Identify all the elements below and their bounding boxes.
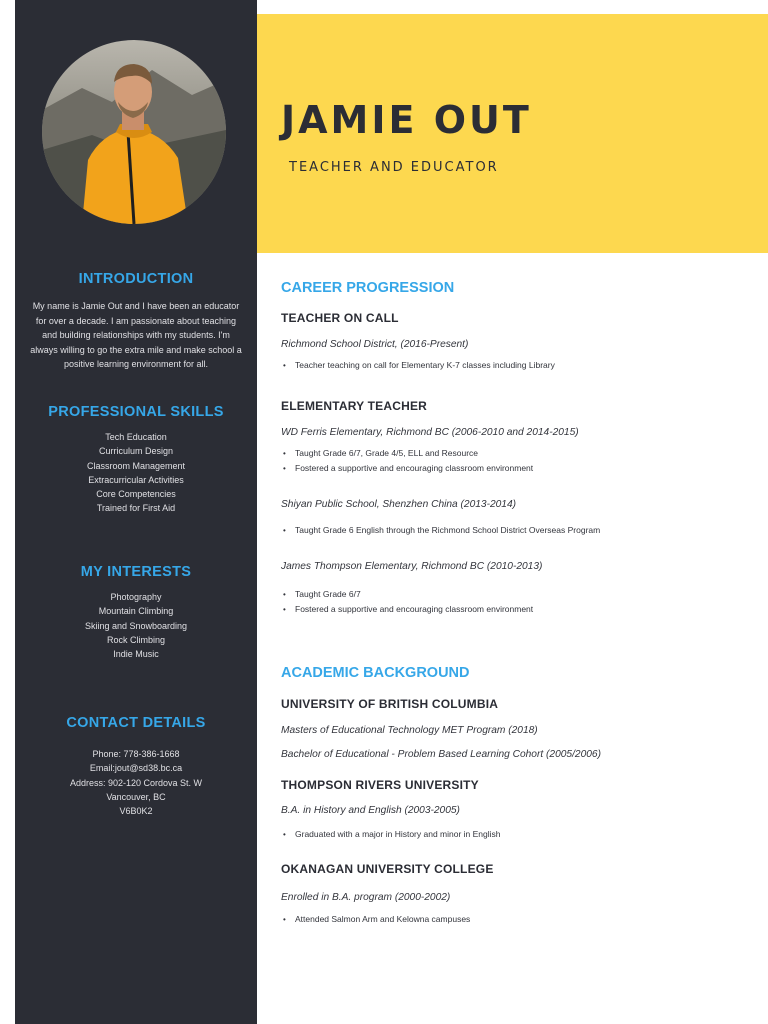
profile-photo (42, 40, 226, 224)
job-bullets (283, 446, 533, 476)
school-name: THOMPSON RIVERS UNIVERSITY (281, 778, 479, 792)
list-item: Mountain Climbing (98, 606, 174, 617)
job-bullets (283, 523, 600, 538)
skills-heading: PROFESSIONAL SKILLS (48, 404, 224, 420)
header-band (257, 14, 768, 253)
list-item: Trained for First Aid (96, 503, 176, 514)
job-place: Shiyan Public School, Shenzhen China (2013-2014) (281, 499, 517, 510)
list-item: Classroom Management (86, 460, 186, 471)
list-item: • Graduated with a major in History and minor in English (283, 827, 501, 842)
list-item: Skiing and Snowboarding (84, 620, 188, 631)
contact-heading: CONTACT DETAILS (66, 715, 206, 731)
list-item: Tech Education (105, 432, 167, 442)
contact-list (15, 747, 257, 818)
list-item: Photography (110, 592, 162, 602)
interests-heading: MY INTERESTS (80, 564, 192, 580)
list-item: • Fostered a supportive and encouraging classroom environment (283, 461, 533, 476)
school-name: UNIVERSITY OF BRITISH COLUMBIA (281, 697, 499, 711)
school-bullets (283, 912, 470, 927)
introduction-text: My name is Jamie Out and I have been an educator for over a decade. I am passionate about teaching and building relationships with my students. I'm always willing to go the extra mile and make school a positive learning environment for all. (30, 301, 242, 369)
job-bullets (283, 358, 555, 373)
list-item: • Taught Grade 6/7 (283, 587, 533, 602)
degree-line: Masters of Educational Technology MET Program (2018) (281, 725, 538, 736)
contact-section (15, 715, 257, 818)
list-item: Indie Music (113, 649, 159, 660)
interests-section (15, 564, 257, 661)
job-bullets (283, 587, 533, 617)
skills-list (15, 430, 257, 516)
list-item: • Taught Grade 6/7, Grade 4/5, ELL and Resource (283, 446, 533, 461)
postal-code-text: V6B0K2 (119, 806, 153, 817)
list-item: Rock Climbing (106, 634, 166, 645)
address-text: Address: 902-120 Cordova St. W (69, 777, 203, 788)
job-place: WD Ferris Elementary, Richmond BC (2006-2010 and 2014-2015) (281, 427, 579, 438)
sidebar (15, 0, 257, 1024)
skills-section (15, 404, 257, 516)
person-title: TEACHER AND EDUCATOR (289, 160, 499, 175)
list-item: • Taught Grade 6 English through the Richmond School District Overseas Program (283, 523, 600, 538)
list-item: Curriculum Design (98, 446, 174, 457)
list-item: • Attended Salmon Arm and Kelowna campuses (283, 912, 470, 927)
school-name: OKANAGAN UNIVERSITY COLLEGE (281, 862, 494, 876)
job-title: ELEMENTARY TEACHER (281, 399, 428, 413)
job-place: James Thompson Elementary, Richmond BC (2010-2013) (281, 561, 543, 572)
list-item: • Teacher teaching on call for Elementary K-7 classes including Library (283, 358, 555, 373)
list-item: Extracurricular Activities (88, 474, 184, 485)
introduction-section (15, 271, 257, 372)
interests-list (15, 590, 257, 661)
degree-line: Enrolled in B.A. program (2000-2002) (281, 892, 451, 903)
email-text: Email:jout@sd38.bc.ca (89, 763, 183, 774)
city-text: Vancouver, BC (106, 791, 166, 802)
degree-line: Bachelor of Educational - Problem Based Learning Cohort (2005/2006) (281, 749, 601, 760)
school-bullets (283, 827, 501, 842)
degree-line: B.A. in History and English (2003-2005) (281, 805, 460, 816)
list-item: Core Competencies (96, 489, 176, 500)
phone-text: Phone: 778-386-1668 (92, 749, 180, 759)
list-item: • Fostered a supportive and encouraging classroom environment (283, 602, 533, 617)
academic-heading: ACADEMIC BACKGROUND (281, 665, 470, 681)
job-place: Richmond School District, (2016-Present) (281, 339, 469, 350)
career-heading: CAREER PROGRESSION (281, 280, 455, 296)
introduction-heading: INTRODUCTION (78, 271, 194, 287)
job-title: TEACHER ON CALL (281, 311, 399, 325)
person-name: JAMIE OUT (281, 98, 532, 142)
